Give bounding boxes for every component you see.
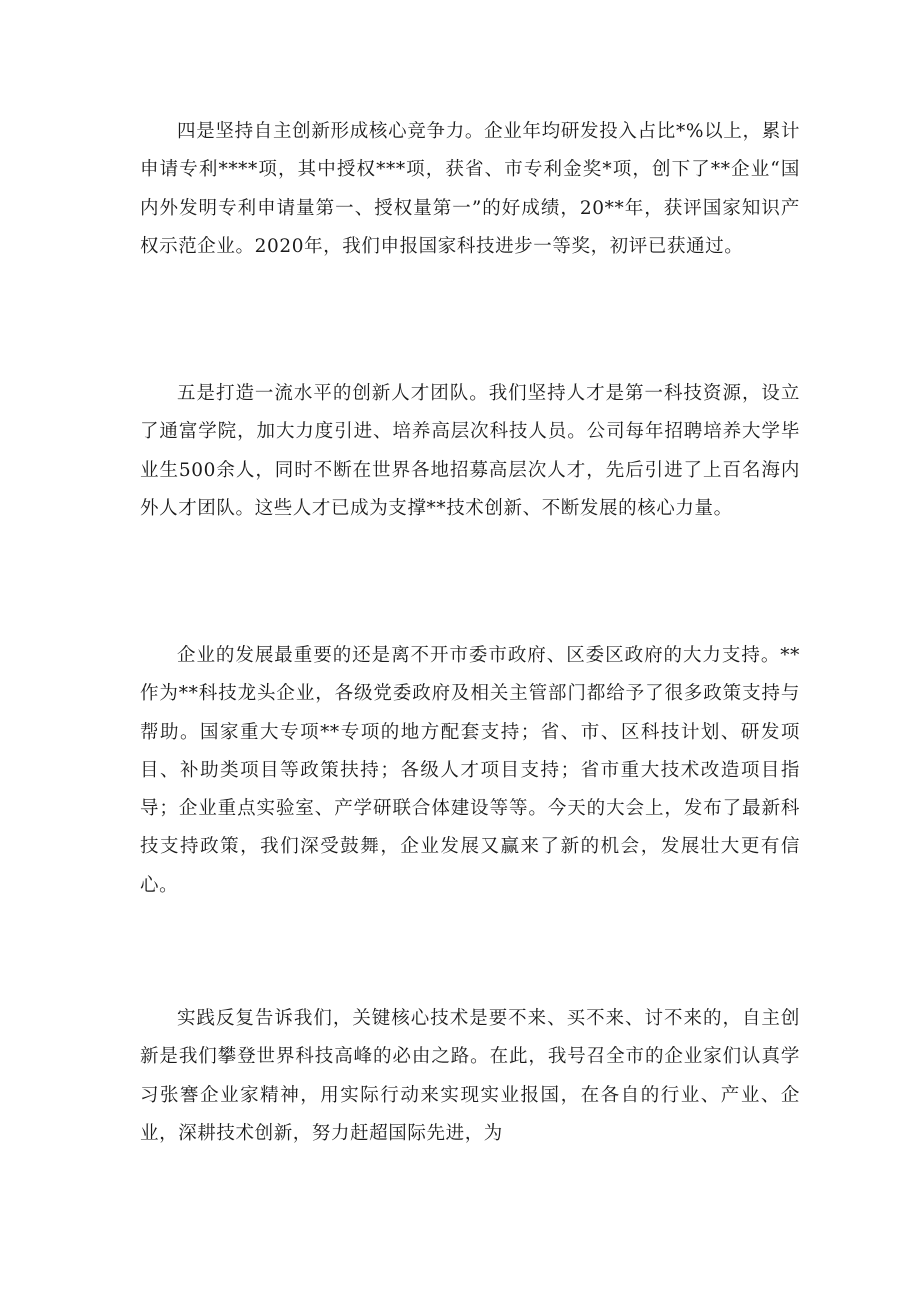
paragraph-government-support: 企业的发展最重要的还是离不开市委市政府、区委区政府的大力支持。**作为**科技龙头企业，各级党委政府及相关主管部门都给予了很多政策支持与帮助。国家重大专项**专项的地方配套支持；省、市、区科技计划、研发项目、补助类项目等政策扶持；各级人才项目支持；省市重大技术改造项目指导；企业重点实验室、产学研联合体建设等等。今天的大会上，发布了最新科技支持政策，我们深受鼓舞，企业发展又赢来了新的机会，发展壮大更有信心。 bbox=[140, 645, 800, 896]
paragraph-innovation-talent-team: 五是打造一流水平的创新人才团队。我们坚持人才是第一科技资源，设立了通富学院，加大力度引进、培养高层次科技人员。公司每年招聘培养大学毕业生500余人，同时不断在世界各地招募高层次人才，先后引进了上百名海内外人才团队。这些人才已成为支撑**技术创新、不断发展的核心力量。 bbox=[140, 383, 800, 519]
paragraph-self-innovation-call: 实践反复告诉我们，关键核心技术是要不来、买不来、讨不来的，自主创新是我们攀登世界科技高峰的必由之路。在此，我号召全市的企业家们认真学习张謇企业家精神，用实际行动来实现实业报国，在各自的行业、产业、企业，深耕技术创新，努力赶超国际先进，为 bbox=[140, 1008, 800, 1144]
paragraph-innovation-core-competitiveness: 四是坚持自主创新形成核心竞争力。企业年均研发投入占比*%以上，累计申请专利****项，其中授权***项，获省、市专利金奖*项，创下了**企业“国内外发明专利申请量第一、授权量第一”的好成绩，20**年，获评国家知识产权示范企业。2020年，我们申报国家科技进步一等奖，初评已获通过。 bbox=[140, 121, 800, 257]
